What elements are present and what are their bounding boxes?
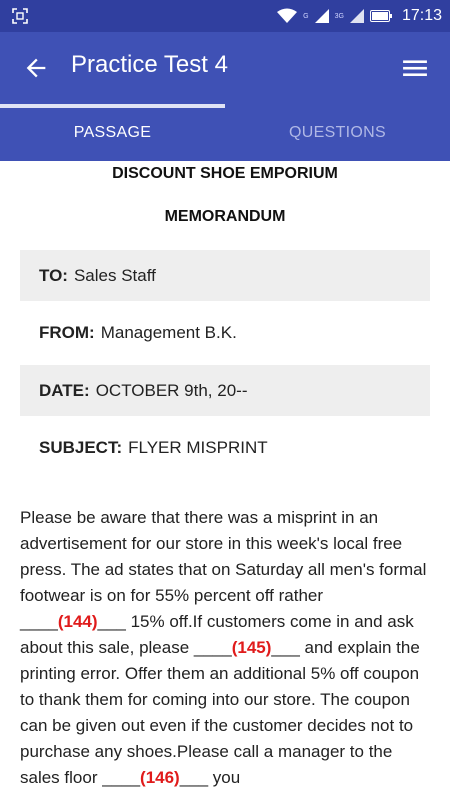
passage-text: ___ and explain the printing error. Offer them an additional 5% off coupon to thank them for coming into our store. The coupon can be given out even if the customer decides not to purchase any shoes.Please call a manager to the sales floor ____: [20, 638, 420, 787]
memo-value: OCTOBER 9th, 20--: [95, 380, 248, 400]
passage-subheading: MEMORANDUM: [164, 208, 286, 225]
signal-icon: [315, 9, 329, 23]
wifi-icon: [277, 8, 297, 24]
memo-value: Management B.K.: [100, 322, 237, 342]
passage-body: [20, 505, 432, 791]
memo-from-row: [20, 307, 430, 358]
network-label-3g: 3G: [334, 12, 344, 20]
memo-label: DATE:: [39, 380, 90, 400]
arrow-back-icon[interactable]: [22, 54, 50, 82]
passage-content[interactable]: [0, 161, 450, 800]
memo-date-row: [20, 365, 430, 416]
app-bar: [0, 32, 450, 104]
passage-text: ___ you: [179, 768, 241, 787]
network-label-g: G: [303, 12, 309, 20]
memo-to-row: [20, 250, 430, 301]
blank-144: (144): [57, 612, 98, 631]
tab-bar: [0, 104, 450, 161]
screenshot-icon: [12, 8, 28, 24]
blank-145: (145): [231, 638, 272, 657]
memo-value: FLYER MISPRINT: [128, 437, 268, 457]
memo-label: TO:: [39, 265, 68, 285]
battery-icon: [370, 10, 392, 22]
passage-text: ___ 15% off.If customers come in and ask about this sale, please ____: [20, 612, 414, 657]
page-title: Practice Test 4: [71, 51, 228, 78]
passage-heading: DISCOUNT SHOE EMPORIUM: [112, 165, 338, 182]
hamburger-menu-icon[interactable]: [402, 54, 428, 82]
memo-subject-row: [20, 422, 430, 473]
passage-text: Please be aware that there was a misprint in an advertisement for our store in this week's local free press. The ad states that on Saturday all men's formal footwear is on for 55% percent off rather ____: [20, 508, 427, 631]
signal-icon: [350, 9, 364, 23]
memo-label: SUBJECT:: [39, 437, 123, 457]
blank-146: (146): [140, 768, 180, 787]
status-time: 17:13: [401, 7, 442, 24]
status-bar: [0, 0, 450, 32]
tab-questions[interactable]: QUESTIONS: [289, 123, 386, 141]
memo-value: Sales Staff: [73, 265, 156, 285]
memo-label: FROM:: [39, 322, 95, 342]
tab-passage[interactable]: PASSAGE: [73, 123, 152, 141]
